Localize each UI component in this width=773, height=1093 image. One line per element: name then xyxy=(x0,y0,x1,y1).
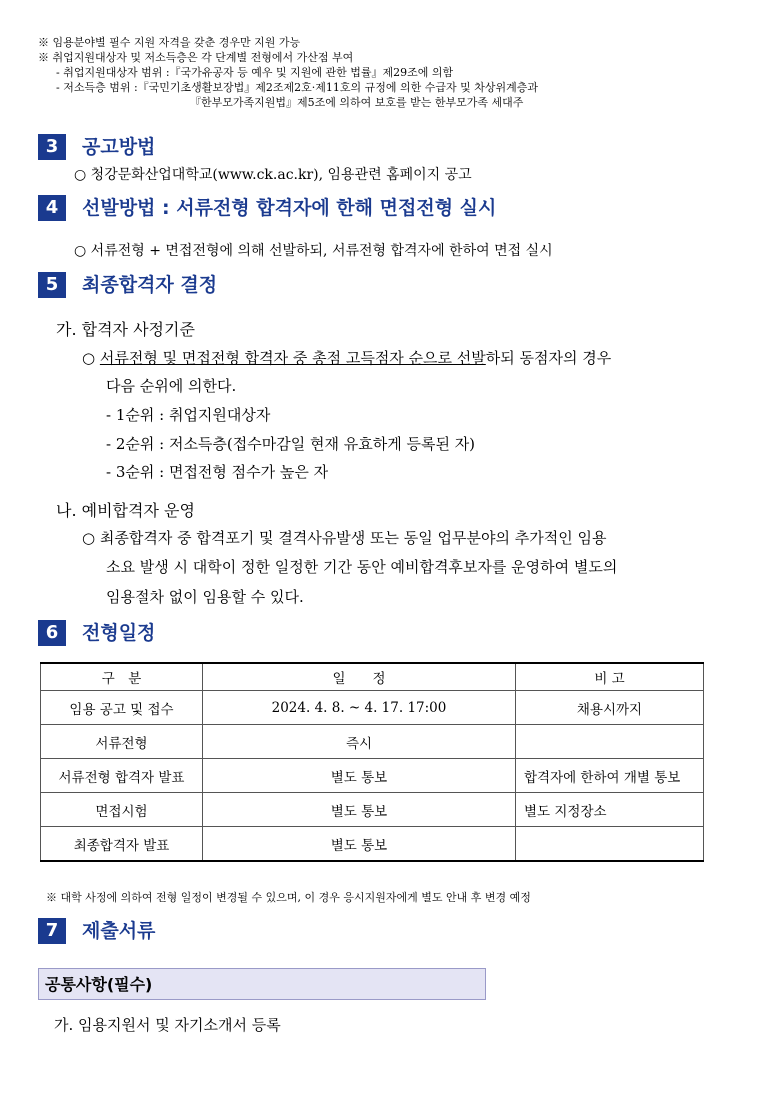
note-line: ※ 취업지원대상자 및 저소득층은 각 단계별 전형에서 가산점 부여 xyxy=(38,51,354,64)
table-cell xyxy=(516,725,704,759)
subheading: 나. 예비합격자 운영 xyxy=(56,501,195,520)
section-title: 선발방법 : 서류전형 합격자에 한해 면접전형 실시 xyxy=(82,197,497,219)
table-cell: 면접시험 xyxy=(41,793,203,827)
table-cell: 서류전형 합격자 발표 xyxy=(41,759,203,793)
section-number: 3 xyxy=(38,134,66,160)
table-cell: 합격자에 한하여 개별 통보 xyxy=(516,759,704,793)
table-header: 비 고 xyxy=(516,663,704,691)
table-cell: 별도 통보 xyxy=(203,759,516,793)
table-cell: 서류전형 xyxy=(41,725,203,759)
section-number: 6 xyxy=(38,620,66,646)
table-row xyxy=(41,725,704,759)
section-text: ○ 서류전형 + 면접전형에 의해 선발하되, 서류전형 합격자에 한하여 면접 실시 xyxy=(74,243,553,259)
schedule-table xyxy=(40,662,704,862)
subheading: 가. 합격자 사정기준 xyxy=(56,320,195,339)
rank-item: - 1순위 : 취업지원대상자 xyxy=(106,406,271,424)
note-line: - 취업지원대상자 범위 :『국가유공자 등 예우 및 지원에 관한 법률』제29조에 의함 xyxy=(56,66,454,79)
table-row xyxy=(41,691,704,725)
section-text: ○ 청강문화산업대학교(www.ck.ac.kr), 임용관련 홈페이지 공고 xyxy=(74,167,472,183)
section-number: 4 xyxy=(38,195,66,221)
rank-item: - 2순위 : 저소득층(접수마감일 현재 유효하게 등록된 자) xyxy=(106,435,476,453)
reserve-line: 소요 발생 시 대학이 정한 일정한 기간 동안 예비합격후보자를 운영하여 별도의 xyxy=(106,558,618,576)
note-line: 『한부모가족지원법』제5조에 의하여 보호를 받는 한부모가족 세대주 xyxy=(190,96,524,109)
table-header: 일 정 xyxy=(203,663,516,691)
table-cell: 최종합격자 발표 xyxy=(41,827,203,862)
section-title: 제출서류 xyxy=(82,920,156,942)
section-title: 전형일정 xyxy=(82,622,156,644)
table-cell: 별도 통보 xyxy=(203,827,516,862)
section-number: 5 xyxy=(38,272,66,298)
note-line: ※ 임용분야별 필수 지원 자격을 갖춘 경우만 지원 가능 xyxy=(38,36,301,49)
table-cell: 별도 지정장소 xyxy=(516,793,704,827)
criteria-underlined: 서류전형 및 면접전형 합격자 중 총점 고득점자 순으로 선발 xyxy=(99,349,486,367)
reserve-line: 임용절차 없이 임용할 수 있다. xyxy=(106,588,304,606)
table-row xyxy=(41,759,704,793)
criteria-rest: 하되 동점자의 경우 xyxy=(485,349,612,367)
section-title: 공고방법 xyxy=(82,136,156,158)
table-row xyxy=(41,827,704,862)
criteria-line: 다음 순위에 의한다. xyxy=(106,377,237,395)
reserve-line: ○ 최종합격자 중 합격포기 및 결격사유발생 또는 동일 업무분야의 추가적인 임용 xyxy=(82,529,607,547)
table-header-row xyxy=(41,663,704,691)
note-line: - 저소득층 범위 :『국민기초생활보장법』제2조제2호·제11호의 규정에 의한 수급자 및 차상위계층과 xyxy=(56,81,539,94)
document-item: 가. 임용지원서 및 자기소개서 등록 xyxy=(54,1016,281,1034)
section-title: 최종합격자 결정 xyxy=(82,274,218,296)
rank-item: - 3순위 : 면접전형 점수가 높은 자 xyxy=(106,463,329,481)
section-number: 7 xyxy=(38,918,66,944)
table-cell: 임용 공고 및 접수 xyxy=(41,691,203,725)
table-cell xyxy=(516,827,704,862)
common-requirements-box: 공통사항(필수) xyxy=(38,968,486,1000)
table-row xyxy=(41,793,704,827)
table-cell: 채용시까지 xyxy=(516,691,704,725)
table-header: 구 분 xyxy=(41,663,203,691)
criteria-line xyxy=(82,347,611,368)
schedule-footnote: ※ 대학 사정에 의하여 전형 일정이 변경될 수 있으며, 이 경우 응시지원자에게 별도 안내 후 변경 예정 xyxy=(46,891,531,904)
table-cell: 2024. 4. 8. ~ 4. 17. 17:00 xyxy=(203,691,516,725)
table-cell: 즉시 xyxy=(203,725,516,759)
bullet: ○ xyxy=(82,349,96,367)
table-cell: 별도 통보 xyxy=(203,793,516,827)
